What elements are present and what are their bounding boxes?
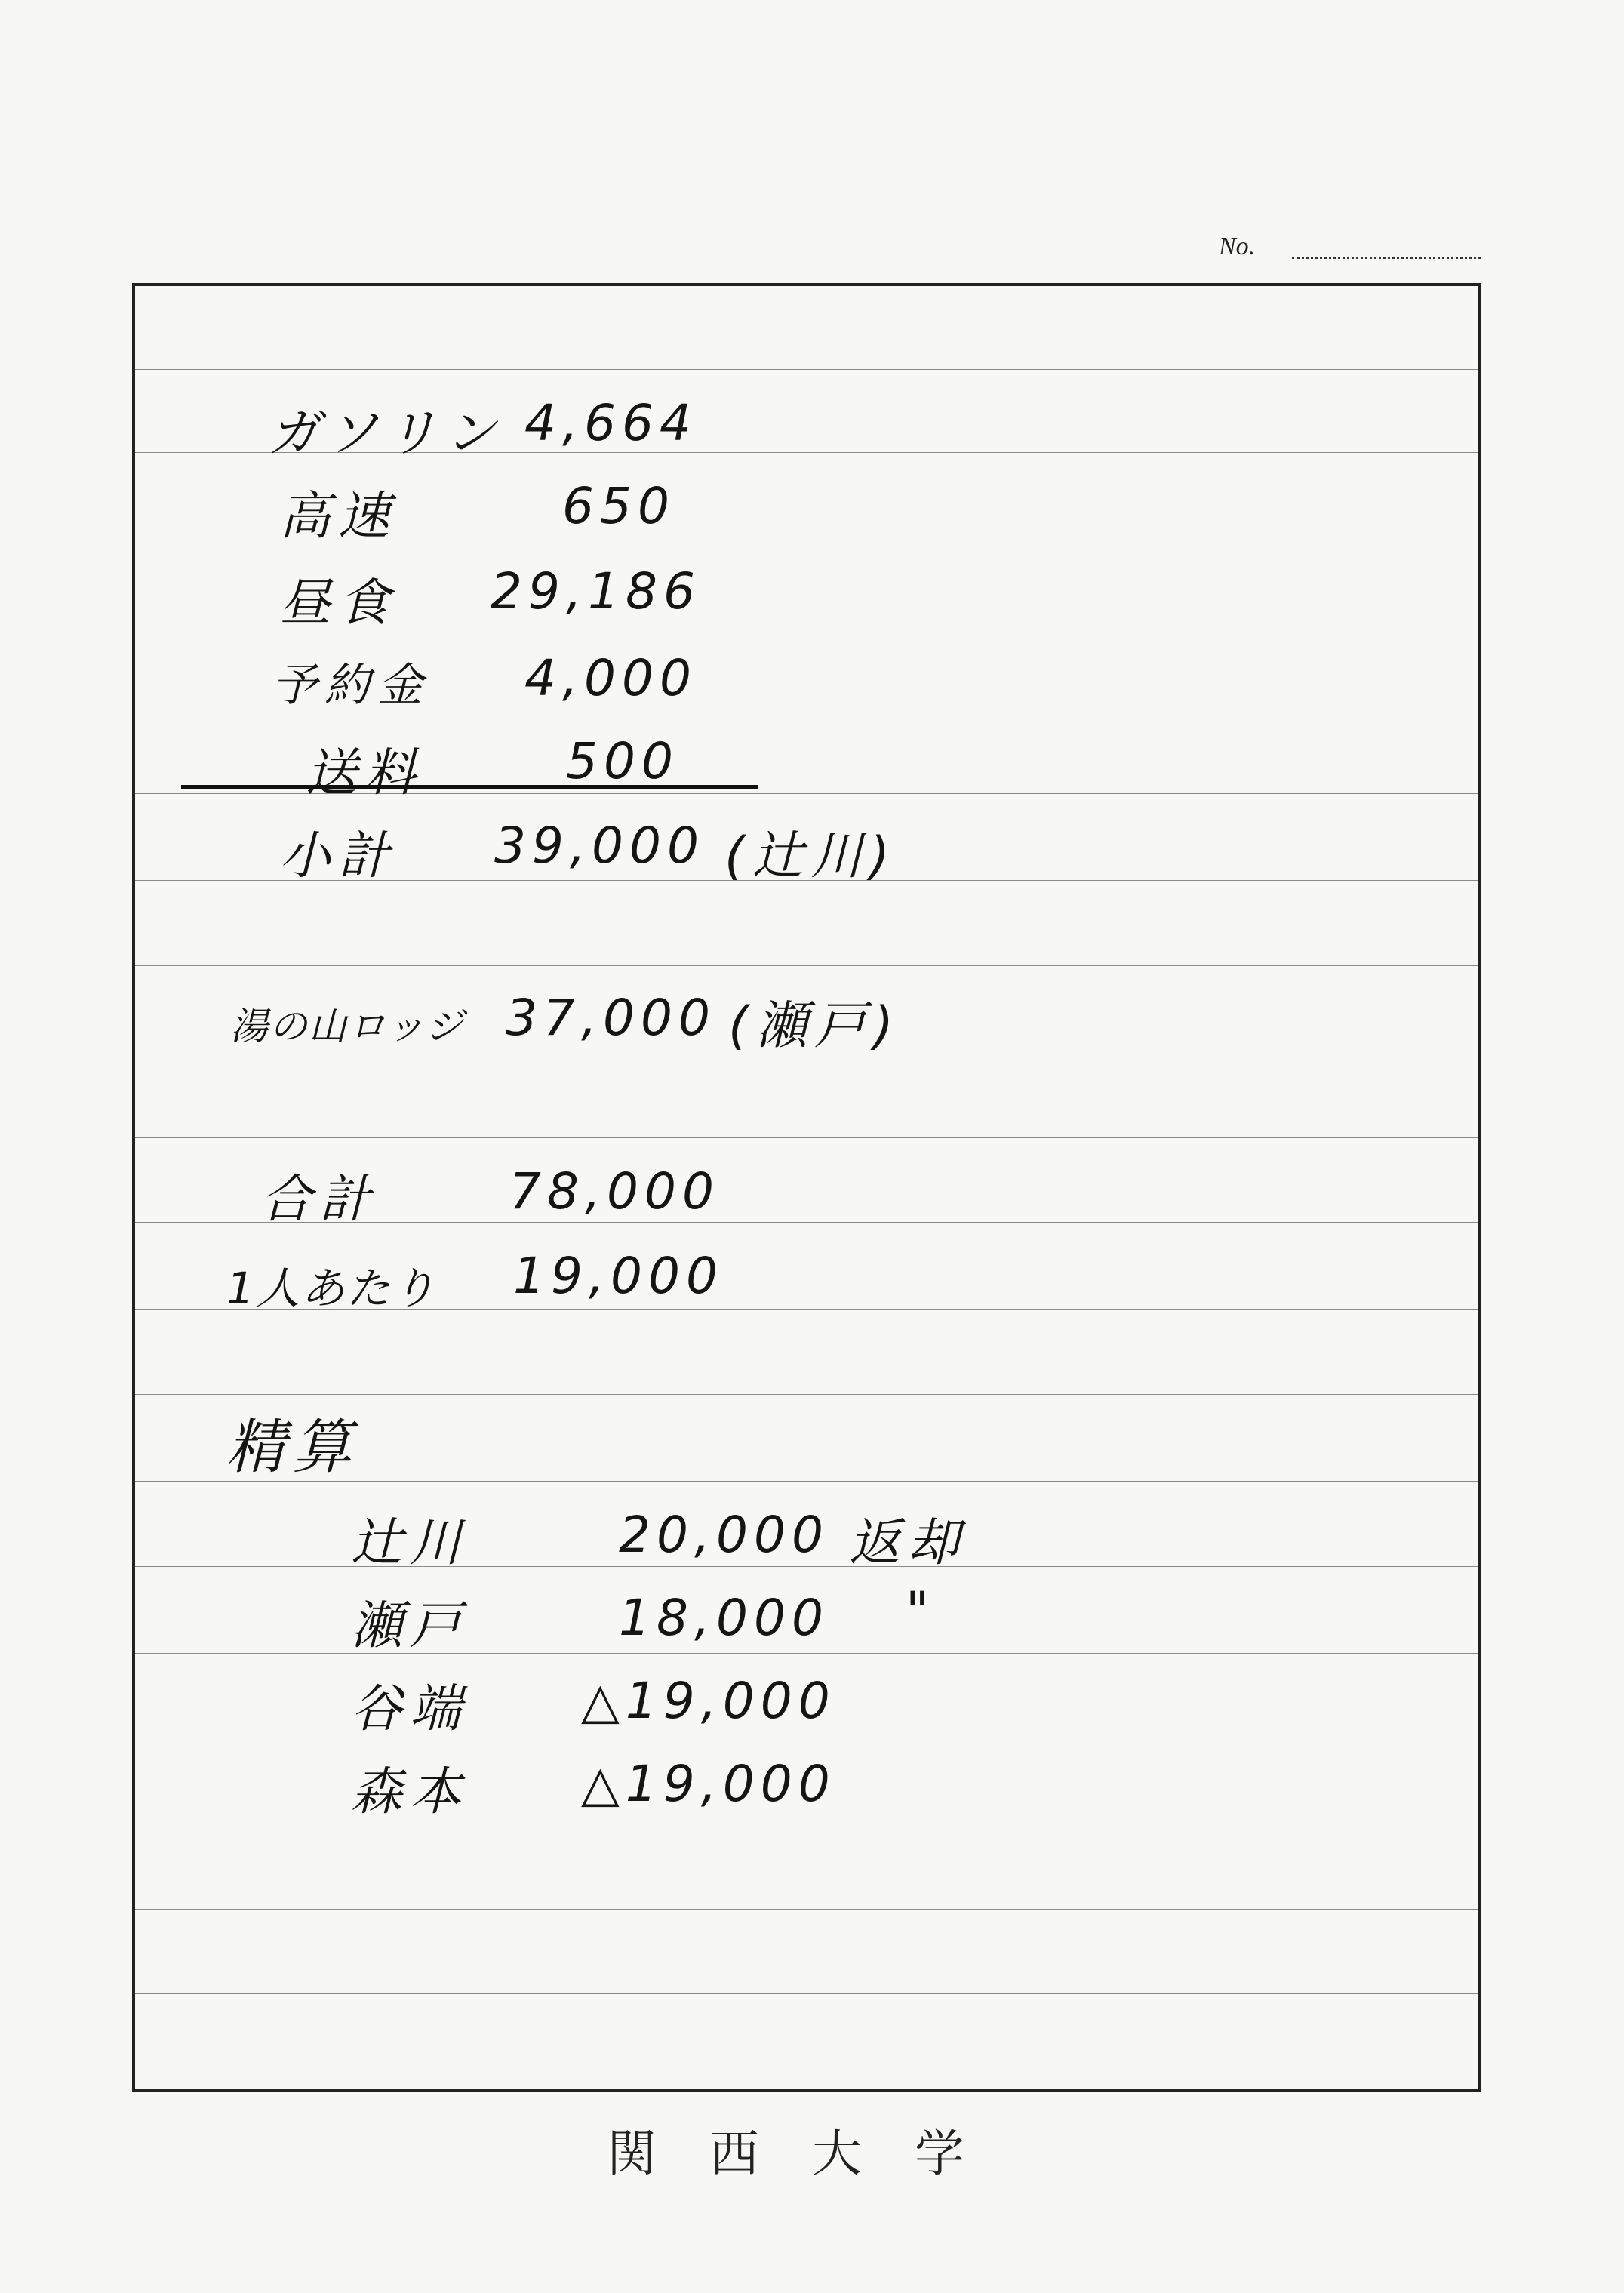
settlement-note-seto: " [906,1581,937,1641]
lodge-note: (瀬戸) [728,996,902,1056]
expense-label-deposit: 予約金 [272,659,430,712]
settlement-name-morimoto: 森本 [351,1762,469,1822]
ruled-line [135,1909,1478,1910]
total-label: 合計 [260,1170,379,1230]
ruled-line [135,1137,1478,1138]
settlement-name-tsujikawa: 辻川 [351,1513,469,1573]
ruled-line [135,1394,1478,1395]
expense-label-gasoline: ガソリン [268,404,504,463]
lodge-amount: 37,000 [506,989,716,1047]
ruled-line [135,1566,1478,1567]
subtotal-amount: 39,000 [494,817,705,875]
settlement-heading: 精算 [226,1414,360,1482]
settlement-amount-tsujikawa: 20,000 [619,1506,829,1564]
ruled-line [135,369,1478,370]
per-person-amount: 19,000 [513,1247,724,1305]
settlement-name-seto: 瀬戸 [351,1596,469,1656]
lodge-label: 湯の山ロッジ [230,1005,465,1048]
expense-amount-deposit: 4,000 [524,649,697,707]
settlement-amount-morimoto: △19,000 [581,1755,836,1813]
settlement-amount-tanibata: △19,000 [581,1672,836,1730]
settlement-name-tanibata: 谷端 [351,1679,469,1739]
total-amount: 78,000 [509,1162,720,1220]
subtotal-underline [181,785,758,789]
expense-label-lunch: 昼食 [279,574,398,633]
ruled-line [135,1653,1478,1654]
expense-amount-highway: 650 [562,477,675,535]
ruled-line [135,1993,1478,1994]
expense-amount-gasoline: 4,664 [524,394,697,452]
per-person-label: 1人あたり [226,1263,437,1314]
expense-label-shipping: 送料 [306,743,424,803]
subtotal-label: 小計 [279,826,398,886]
settlement-note-tsujikawa: 返却 [849,1513,967,1573]
subtotal-note: (辻川) [724,826,898,886]
expense-label-highway: 高速 [279,487,398,546]
number-blank [1292,257,1481,259]
institution-footer: 関西大学 [607,2125,1017,2183]
expense-amount-lunch: 29,186 [491,562,701,620]
number-label: No. [1219,232,1256,260]
ruled-line [135,965,1478,966]
expense-amount-shipping: 500 [566,732,679,790]
settlement-amount-seto: 18,000 [619,1589,829,1647]
